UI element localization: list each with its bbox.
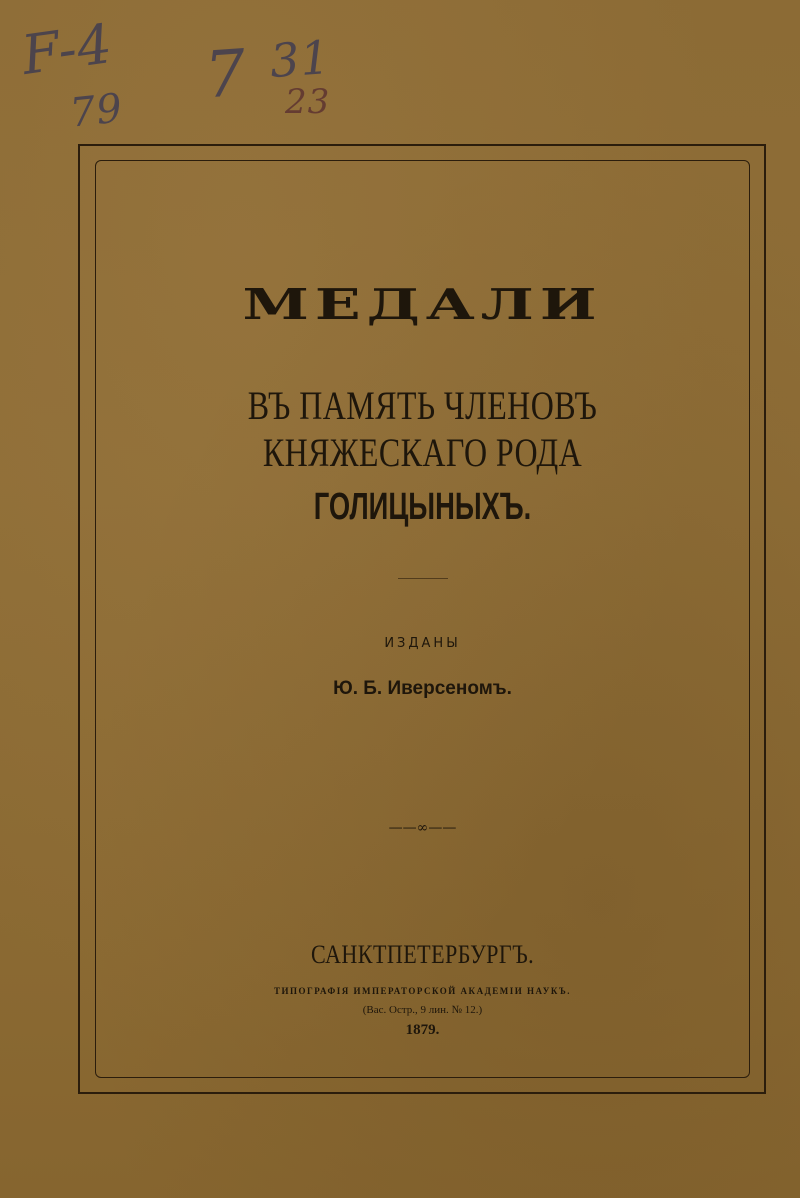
divider-rule bbox=[398, 578, 448, 579]
subtitle-line-2: ГОЛИЦЫНЫХЪ. bbox=[313, 486, 532, 528]
publication-year: 1879. bbox=[405, 1022, 440, 1038]
printer-name: ТИПОГРАФІЯ ИМПЕРАТОРСКОЙ АКАДЕМІИ НАУКЪ. bbox=[273, 986, 572, 996]
shelfmark-right: 31 bbox=[268, 29, 333, 89]
shelfmark-mid: 7 bbox=[202, 36, 250, 114]
shelfmark-left: F-4 bbox=[18, 11, 117, 88]
shelfmark-right-sub: 23 bbox=[285, 82, 331, 122]
author-name: Ю. Б. Иверсеномъ. bbox=[333, 678, 512, 699]
subtitle-line-1: ВЪ ПАМЯТЬ ЧЛЕНОВЪ КНЯЖЕСКАГО РОДА bbox=[247, 383, 598, 475]
publication-city: САНКТПЕТЕРБУРГЪ. bbox=[310, 940, 535, 969]
shelfmark-left-sub: 79 bbox=[67, 85, 126, 137]
cover-content bbox=[95, 160, 750, 1078]
issued-label: ИЗДАНЫ bbox=[384, 636, 461, 651]
printer-address: (Вас. Остр., 9 лин. № 12.) bbox=[362, 1004, 483, 1016]
ornament-divider: ——∞—— bbox=[388, 820, 457, 836]
book-title: МЕДАЛИ bbox=[242, 280, 603, 330]
